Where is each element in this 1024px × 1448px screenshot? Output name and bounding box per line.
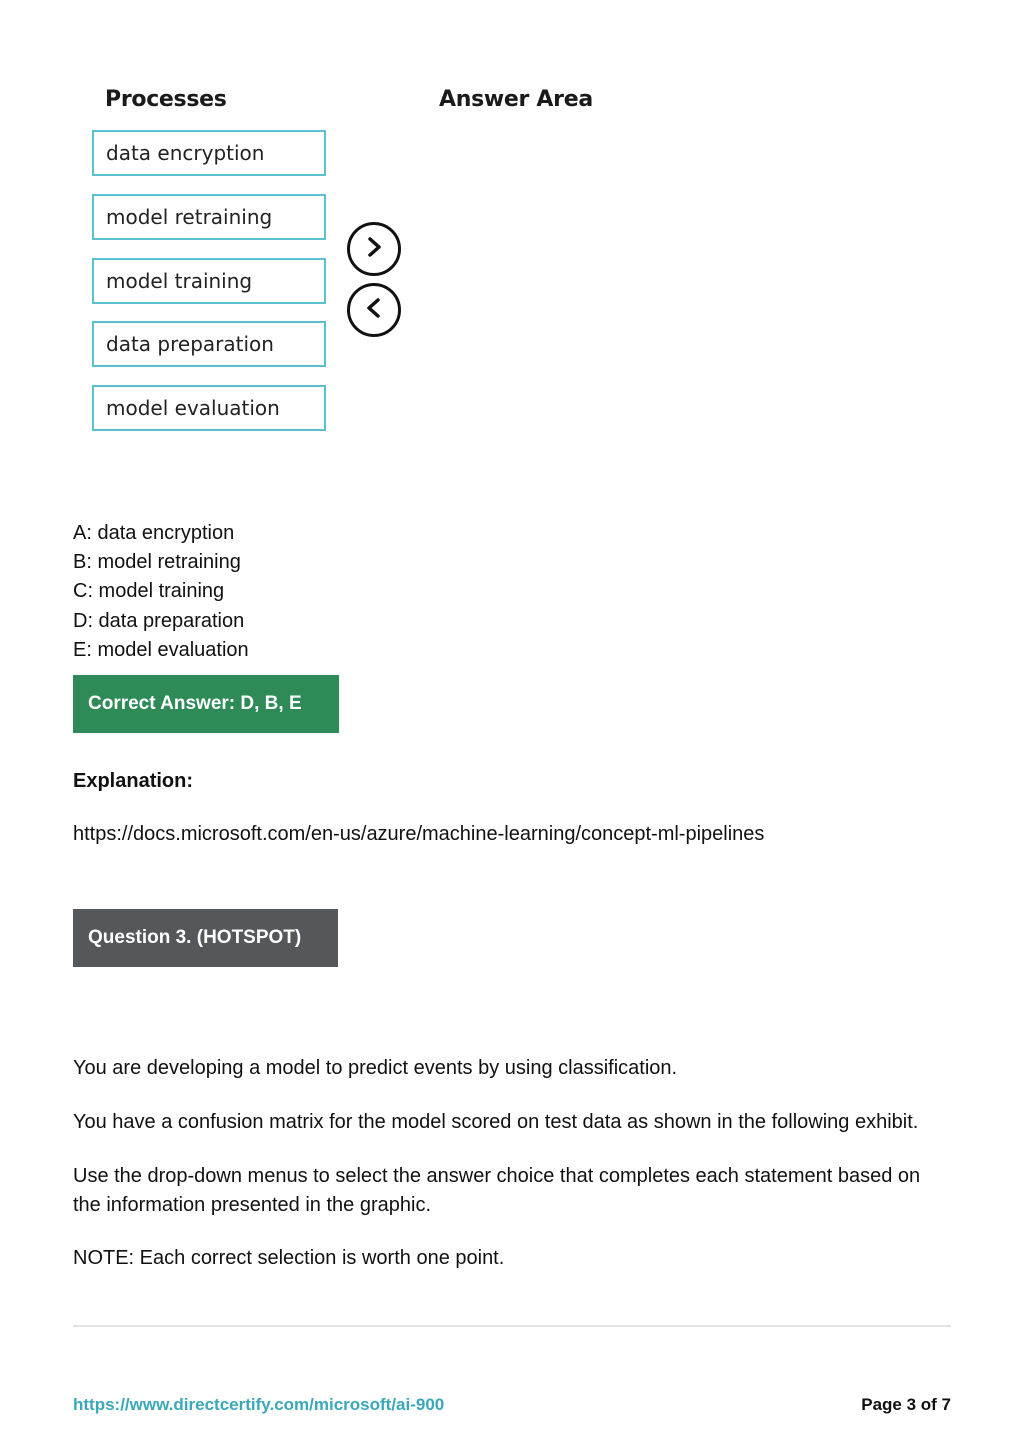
process-item-model-training[interactable]: model training xyxy=(92,258,326,304)
move-right-button[interactable] xyxy=(347,222,401,276)
drag-drop-exhibit xyxy=(85,75,625,455)
process-item-model-retraining[interactable]: model retraining xyxy=(92,194,326,240)
question-header-badge: Question 3. (HOTSPOT) xyxy=(73,909,338,967)
choice-a: A: data encryption xyxy=(73,522,235,544)
answer-area-heading: Answer Area xyxy=(439,87,593,112)
footer-site-link[interactable]: https://www.directcertify.com/microsoft/ai-900 xyxy=(73,1395,445,1414)
chevron-right-icon xyxy=(362,235,386,264)
processes-heading: Processes xyxy=(105,87,227,112)
choice-c: C: model training xyxy=(73,580,225,603)
answer-area-dropzone[interactable] xyxy=(439,131,619,431)
correct-answer-badge: Correct Answer: D, B, E xyxy=(73,675,339,733)
move-left-button[interactable] xyxy=(347,283,401,337)
question-paragraph: You are developing a model to predict events by using classification. xyxy=(73,1057,678,1079)
question-note: NOTE: Each correct selection is worth one point. xyxy=(73,1247,505,1269)
process-item-data-preparation[interactable]: data preparation xyxy=(92,321,326,367)
question-paragraph: You have a confusion matrix for the model scored on test data as shown in the following exhibit. xyxy=(73,1111,919,1133)
process-item-model-evaluation[interactable]: model evaluation xyxy=(92,385,326,431)
footer-divider xyxy=(73,1325,951,1327)
question-paragraph: Use the drop-down menus to select the answer choice that completes each statement based on the information presented in the graphic. xyxy=(73,1165,921,1216)
explanation-label: Explanation: xyxy=(73,770,194,792)
choice-e: E: model evaluation xyxy=(73,638,249,661)
explanation-link[interactable]: https://docs.microsoft.com/en-us/azure/machine-learning/concept-ml-pipelines xyxy=(73,823,765,845)
answer-choices-list xyxy=(73,519,249,665)
process-item-data-encryption[interactable]: data encryption xyxy=(92,130,326,176)
chevron-left-icon xyxy=(362,296,386,325)
choice-b: B: model retraining xyxy=(73,551,241,574)
choice-d: D: data preparation xyxy=(73,609,245,632)
page-number: Page 3 of 7 xyxy=(861,1395,951,1414)
